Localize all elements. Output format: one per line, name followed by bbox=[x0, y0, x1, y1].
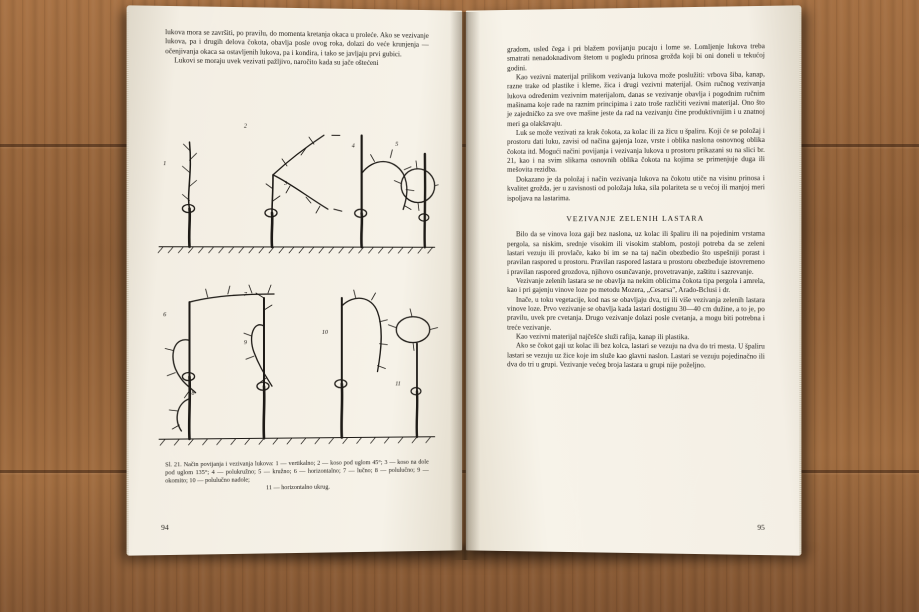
right-page bbox=[466, 5, 802, 555]
paragraph: Inače, u toku vegetacije, kod nas se obavljaju dva, tri ili više vezivanja zelenih lastara vinove loze. Prvo vezivanje se obavlja kada lastari dostignu 30—40 cm dužine, a to je, po pravilu, uvek pre cvetanja. Drugo vezivanje dolazi posle cvetanja, a mogu biti potrebna i treće vezivanje. bbox=[507, 295, 765, 332]
figure-label: 10 bbox=[321, 329, 328, 336]
figure-label: 6 bbox=[163, 312, 167, 319]
paragraph: lukova mora se završiti, po pravilu, do momenta kretanja okaca u proleće. Ako se vezivanje lukova, pa i drugih delova čokota, obavlja posle ovog roka, dolazi do veće krunjenja — očenjivanja okaca sa ostavljenih lukova, pa i kondira, i tako se javljaju prvi gubici. bbox=[165, 28, 429, 59]
caption-lead: Sl. 21. Način povijanja i vezivanja lukova: bbox=[165, 460, 274, 469]
page-number-left: 94 bbox=[161, 522, 169, 532]
paragraph: Kao vezivni materijal prilikom vezivanja lukova može poslužiti: vrbova šiba, kanap, razne trake od plastike i kleme, žica i drugi vezivni materijal. Osim ručnog vezivanja lukova određenim vezivnim materijalom, danas se vezivanje obavlja i pogodnim ručnim mašinama koje rade na raznim principima i zato troše različiti vezivni materijal. Ono što je zajedničko za sve ove mašine jeste da rad na vezivanju čine produktivnijim i u znatnoj meri ga olakšavaju. bbox=[507, 70, 765, 128]
figure-label: 5 bbox=[395, 141, 399, 148]
figure-label: 7 bbox=[243, 292, 247, 299]
right-page-body bbox=[507, 42, 765, 371]
figure-21-lower bbox=[155, 280, 439, 453]
paragraph: Kao vezivni materijal najčešće služi rafija, kanap ili plastika. bbox=[515, 332, 690, 342]
figure-label: 3 bbox=[284, 180, 288, 187]
caption-last-line: 11 — horizontalno ukrug. bbox=[265, 483, 330, 492]
page-edge bbox=[127, 11, 129, 555]
figure-21-upper bbox=[155, 112, 439, 264]
open-book bbox=[128, 8, 800, 568]
paragraph: Luk se može vezivati za krak čokota, za kolac ili za žicu u špaliru. Koji će se položaj i prostoru dati luku, zavisi od načina gajenja loze, vrste i oblika naslona osnovnog oblika čokota itd. Mogući načini povijanja i vezivanja lukova u prostoru prikazani su na slici br. 21, kao i na svim slikama osnovnih oblika čokota na kojima se primenjuje duga ili mešovita rezidba. bbox=[507, 126, 765, 175]
paragraph: Bilo da se vinova loza gaji bez naslona, uz kolac ili špaliru ili na pojedinim vrstama pergola, sa niskim, srednje visokim ili visokim stablom, postoji potreba da se zeleni lastari vezuju ili provlače, kako bi im se na taj način obezbedio što uspešniji porast i pravilan raspored u prostoru. Pravilan raspored lastara u prostoru obezbeđuje istovremeno i pravilan raspored grozdova, njihovo osunčavanje, provetravanje, zaštitu i sazrevanje. bbox=[507, 229, 765, 276]
figure-caption bbox=[165, 459, 429, 494]
vine-training-diagram-lower bbox=[155, 280, 439, 453]
left-page-top-text bbox=[165, 28, 429, 69]
caption-items: 1 — vertikalno; 2 — koso pod uglom 45°; 3 — koso na dole pod uglom 135°; 4 — polukružno; 5 — kružno; 6 — horizontalno; 7 — lučno; 8 — polulučno; 9 — okomito; 10 — polulučno nadole; bbox=[165, 458, 429, 485]
figure-label: 2 bbox=[243, 123, 247, 130]
paragraph: gradom, usled čega i pri blažem povijanju pucaju i lome se. Lomljenje lukova treba smatrati nenadoknadivom štetom u pogledu prinosa grožđa koji bi oni doneli u tekućoj godini. bbox=[507, 42, 765, 73]
paragraph: Dokazano je da položaj i način vezivanja lukova na čokotu utiče na visinu prinosa i kvalitet grožđa, jer u zavisnosti od položaja luka, sila polariteta se u većoj ili manjoj meri ispoljava na lastarima. bbox=[507, 173, 765, 203]
left-page bbox=[127, 5, 463, 555]
section-heading: VEZIVANJE ZELENIH LASTARA bbox=[566, 213, 705, 224]
page-edge bbox=[799, 11, 801, 555]
paragraph: Vezivanje zelenih lastara se ne obavlja na nekim oblicima čokota tipa pergola i amrela, kao i pri gajenju vinove loze po metodu Mozera, „Cesarsa", Arado-Bclusi i dr. bbox=[507, 276, 765, 295]
figure-label: 11 bbox=[395, 381, 401, 388]
figure-label: 1 bbox=[163, 161, 167, 168]
page-number-right: 95 bbox=[757, 522, 765, 532]
paragraph: Ako se čokot gaji uz kolac ili bez kolca, lastari se vezuju na dva do tri mesta. U špaliru lastari se vezuju uz žice koje im služe kao glavni naslon. Lastari se vezuju pojedinačno ili dva do tri u grupi. Vezivanje većeg broja lastara u grupi nije poželjno. bbox=[507, 341, 765, 370]
figure-label: 9 bbox=[243, 340, 247, 347]
paragraph: Lukovi se moraju uvek vezivati pažljivo, naročito kada su jače oštećeni bbox=[174, 56, 379, 68]
figure-label: 8 bbox=[191, 390, 195, 397]
vine-training-diagram-upper bbox=[155, 112, 439, 264]
figure-label: 4 bbox=[351, 143, 355, 150]
